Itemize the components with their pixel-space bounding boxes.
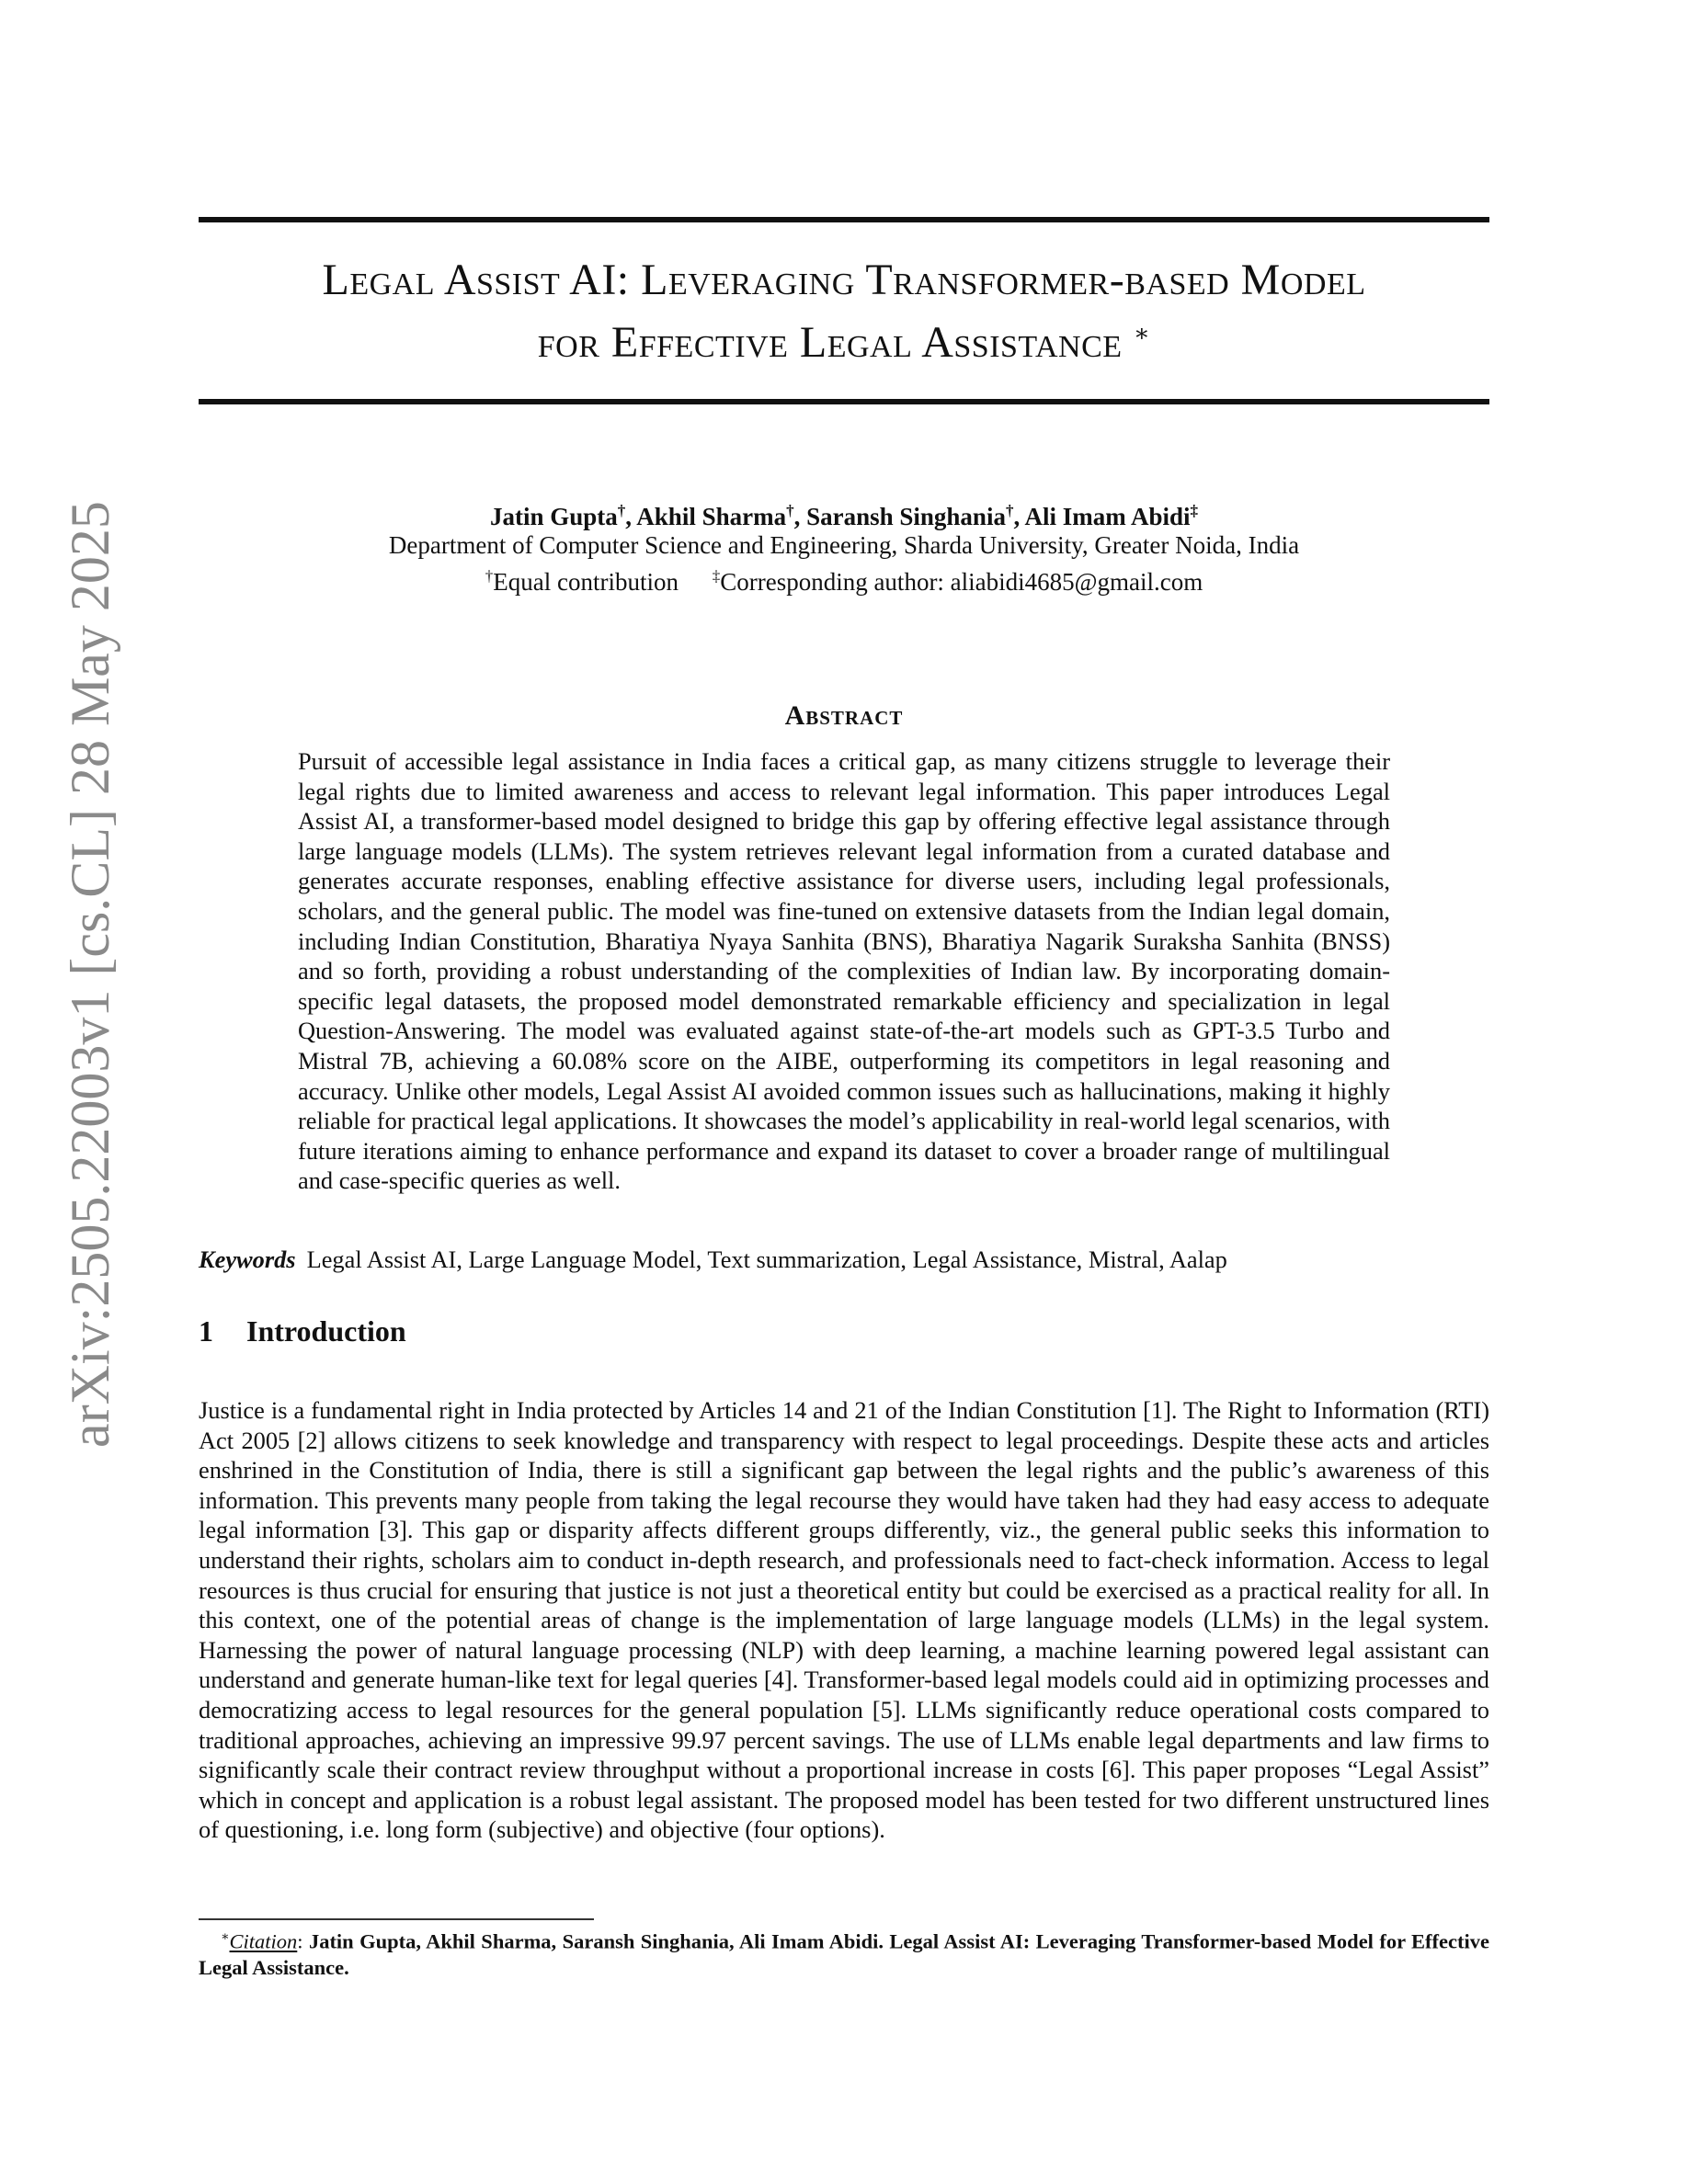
introduction-text: Justice is a fundamental right in India protected by Articles 14 and 21 of the Indian Constitution [1]. The Right to Information (RTI) Act 2005 [2] allows citizens to seek knowledge and transparency with respect to legal proceedings. Despite these acts and articles enshrined in the Constitution of India, there is still a significant gap between the legal rights and the public’s awareness of this information. This prevents many people from taking the legal recourse they would have taken had they had easy access to adequate legal information [3]. This gap or disparity affects different groups differently, viz., the general public seeks this information to understand their rights, scholars aim to conduct in-depth research, and professionals need to fact-check information. Access to legal resources is thus crucial for ensuring that justice is not just a theoretical entity but could be exercised as a practical reality for all. In this context, one of the potential areas of change is the implementation of large language models (LLMs) in the legal system. Harnessing the power of natural language processing (NLP) with deep learning, a machine learning powered legal assistant can understand and generate human-like text for legal queries [4]. Transformer-based legal models could aid in optimizing processes and democratizing access to legal resources for the general population [5]. LLMs significantly reduce operational costs compared to traditional approaches, achieving an impressive 99.97 percent savings. The use of LLMs enable legal departments and law firms to significantly scale their contract review throughput without a proportional increase in costs [6]. This paper proposes “Legal Assist” which in concept and application is a robust legal assistant. The proposed model has been tested for two different unstructured lines of questioning, i.e. long form (subjective) and objective (four options).: [199, 1396, 1489, 1844]
affiliation-block: [199, 529, 1489, 597]
keywords-label: Keywords: [199, 1246, 296, 1273]
title-footnote-mark: ∗: [1134, 320, 1151, 347]
keywords-text: Legal Assist AI, Large Language Model, Text summarization, Legal Assistance, Mistral, Aalap: [306, 1246, 1227, 1273]
author-name: Ali Imam Abidi: [1024, 503, 1191, 530]
footnote-mark: ∗: [221, 1930, 230, 1944]
author-mark: †: [617, 502, 626, 519]
author-mark: †: [786, 502, 794, 519]
paper-title: [199, 254, 1489, 370]
citation-footnote: ∗Citation: Jatin Gupta, Akhil Sharma, Saransh Singhania, Ali Imam Abidi. Legal Assist AI: Leveraging Transformer-based Model for Effective Legal Assistance.: [199, 1929, 1489, 1979]
abstract-text: Pursuit of accessible legal assistance in India faces a critical gap, as many citizens struggle to leverage their legal rights due to limited awareness and access to relevant legal information. This paper introduces Legal Assist AI, a transformer-based model designed to bridge this gap by offering effective legal assistance through large language models (LLMs). The system retrieves relevant legal information from a curated database and generates accurate responses, enabling effective assistance for diverse users, including legal professionals, scholars, and the general public. The model was fine-tuned on extensive datasets from the Indian legal domain, including Indian Constitution, Bharatiya Nyaya Sanhita (BNS), Bharatiya Nagarik Suraksha Sanhita (BNSS) and so forth, providing a robust understanding of the complexities of Indian law. By incorporating domain-specific legal datasets, the proposed model demonstrated remarkable efficiency and specialization in legal Question-Answering. The model was evaluated against state-of-the-art models such as GPT-3.5 Turbo and Mistral 7B, achieving a 60.08% score on the AIBE, outperforming its competitors in legal reasoning and accuracy. Unlike other models, Legal Assist AI avoided common issues such as hallucinations, making it highly reliable for practical legal applications. It showcases the model’s applicability in real-world legal scenarios, with future iterations aiming to enhance performance and expand its dataset to cover a broader range of multilingual and case-specific queries as well.: [298, 747, 1390, 1195]
author-name: Akhil Sharma: [636, 503, 787, 530]
section-number: 1: [199, 1314, 213, 1348]
title-line-2-text: for Effective Legal Assistance: [537, 318, 1123, 367]
title-line-1: Legal Assist AI: Leveraging Transformer-based Model: [322, 256, 1366, 304]
equal-contribution: Equal contribution: [493, 568, 679, 596]
author-mark: †: [1005, 502, 1014, 519]
author-list: Jatin Gupta†, Akhil Sharma†, Saransh Singhania†, Ali Imam Abidi‡: [489, 502, 1199, 530]
affiliation: Department of Computer Science and Engineering, Sharda University, Greater Noida, India: [388, 531, 1300, 559]
arxiv-identifier: arXiv:2505.22003v1 [cs.CL] 28 May 2025: [60, 501, 120, 1448]
footnote-text: Jatin Gupta, Akhil Sharma, Saransh Singhania, Ali Imam Abidi. Legal Assist AI: Leveraging Transformer-based Model for Effective Legal Assistance.: [199, 1929, 1489, 1979]
keywords: [199, 1245, 1489, 1274]
footnote-rule: [199, 1918, 594, 1920]
contribution-note: [199, 561, 1489, 597]
author-mark: ‡: [1190, 502, 1199, 519]
author-name: Saransh Singhania: [806, 503, 1006, 530]
section-heading: [199, 1314, 1489, 1348]
title-rule-top: [199, 217, 1489, 222]
corresponding-mark: ‡: [712, 567, 721, 585]
section-title: Introduction: [246, 1314, 406, 1348]
footnote-label: Citation: [229, 1929, 298, 1953]
equal-contribution-mark: †: [485, 567, 494, 585]
abstract-heading: Abstract: [784, 700, 904, 731]
title-rule-bottom: [199, 399, 1489, 404]
author-name: Jatin Gupta: [489, 503, 618, 530]
corresponding-author: Corresponding author: aliabidi4685@gmail.com: [720, 568, 1203, 596]
title-line-2: [199, 307, 1489, 370]
